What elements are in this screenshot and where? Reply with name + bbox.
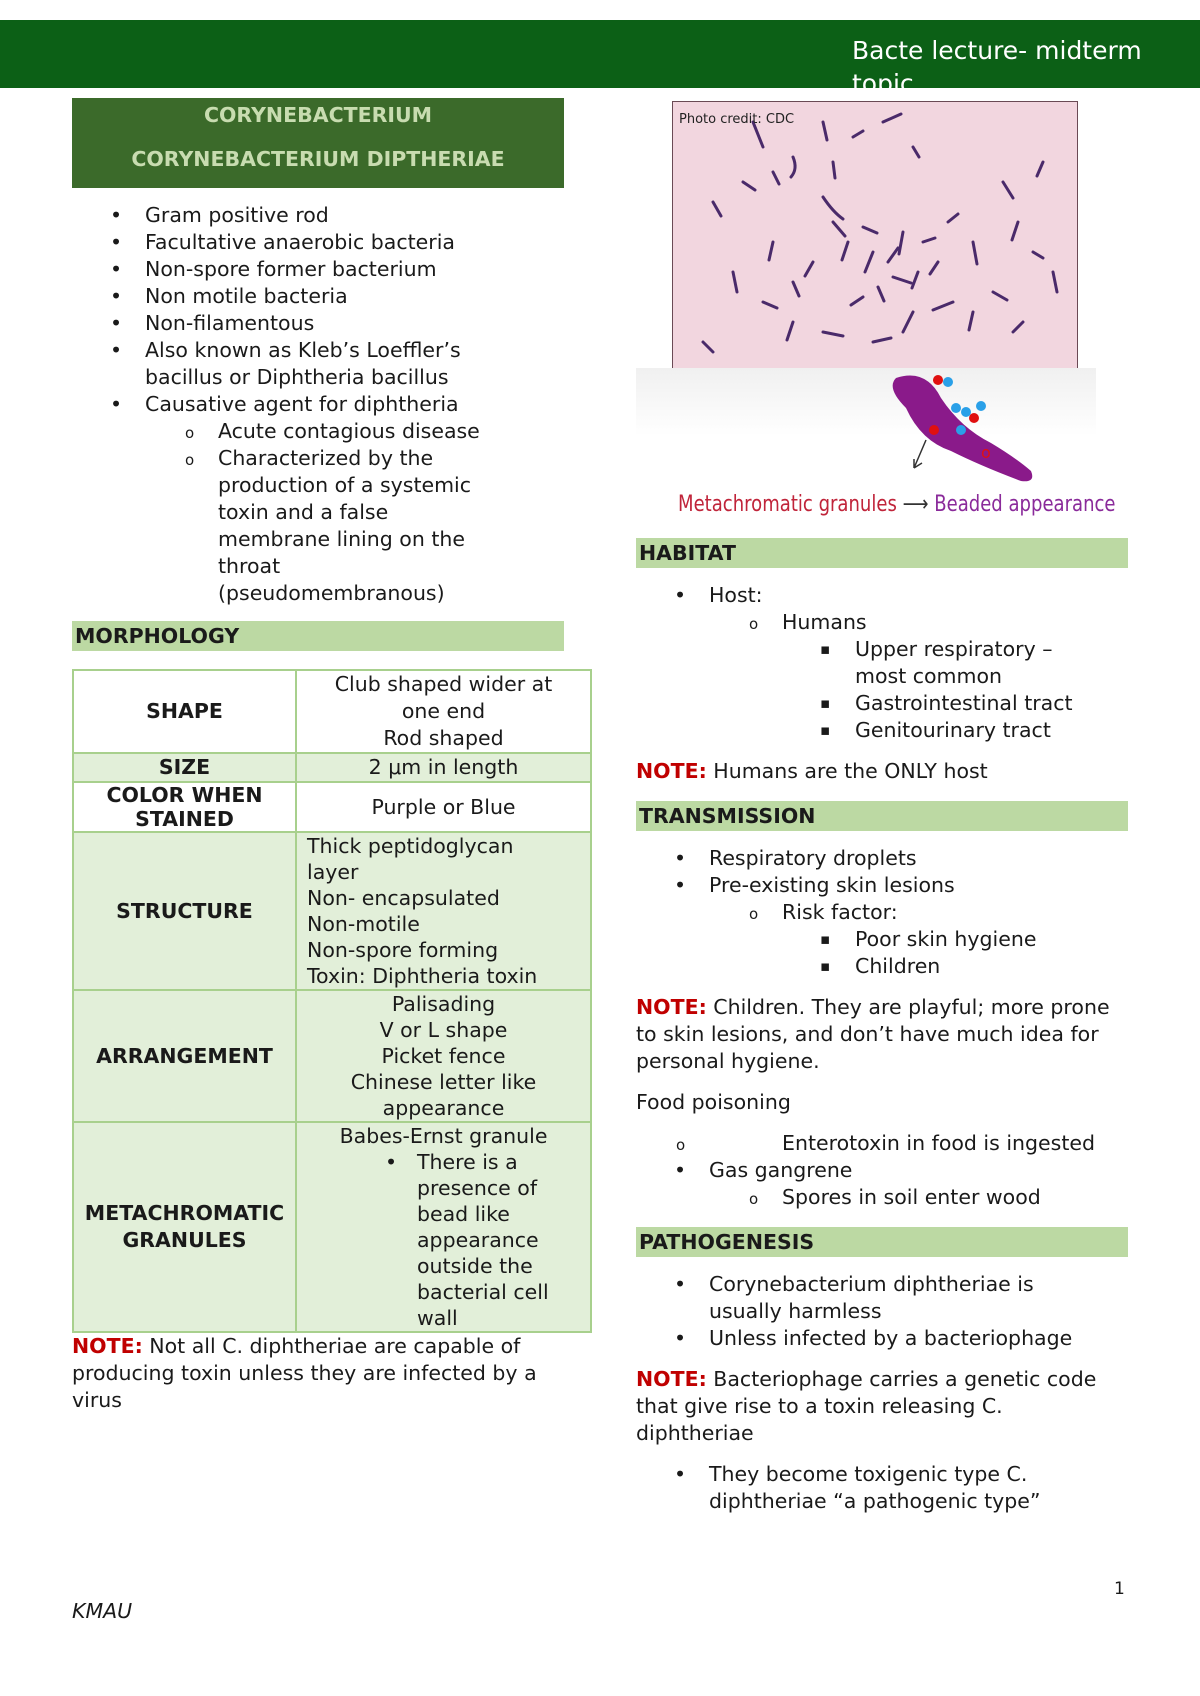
table-row [73,1122,591,1332]
caption-beaded: Beaded appearance [934,492,1116,517]
list-item: • There is a presence of bead like appearance outside the bacterial cell wall [297,1149,567,1331]
table-row [73,782,591,832]
note-label: NOTE: [636,759,707,783]
habitat-note [636,758,1128,785]
value-line: Thick peptidoglycan layer [307,834,514,884]
figure-caption [678,490,1116,520]
list-item-text: Enterotoxin in food is ingested [782,1131,1095,1155]
value-line: Palisading [391,992,496,1016]
figure [636,98,1116,538]
food-poisoning: Food poisoning [636,1090,791,1114]
value-line: Babes-Ernst granule [339,1124,548,1148]
value-line: Rod shaped [383,726,504,750]
value-line: Non-spore forming [307,938,499,962]
list-item: • Non-filamentous [72,310,592,337]
list-item [636,1130,1128,1157]
table-value [296,1122,591,1332]
habitat-heading: HABITAT [636,538,1128,568]
value-line: Non- encapsulated [307,886,500,910]
pathogenesis-list [636,1271,1128,1352]
page-number: 1 [1114,1579,1125,1599]
title-line-1: CORYNEBACTERIUM [203,103,433,127]
list-item [72,391,592,607]
list-item: • Facultative anaerobic bacteria [72,229,592,256]
list-item: • Also known as Kleb’s Loeffler’s bacillus or Diphtheria bacillus [72,337,490,391]
table-value [296,670,591,753]
list-item: o Acute contagious disease [145,418,592,445]
note-label: NOTE: [72,1334,143,1358]
list-item-text: Causative agent for diphtheria [145,392,459,416]
list-item [709,609,1128,744]
photo-credit: Photo credit: CDC [679,112,795,127]
cell-list [297,1149,590,1331]
list-item: • Non motile bacteria [72,283,592,310]
left-column [72,98,592,1414]
table-key: SIZE [73,753,296,782]
key-text: METACHROMATIC GRANULES [84,1201,285,1252]
table-row [73,832,591,990]
value-line: Chinese letter like appearance [350,1070,537,1120]
title-line-2: CORYNEBACTERIUM DIPTHERIAE [131,147,505,171]
list-item [636,1157,1128,1211]
list-item: ▪ Poor skin hygiene [782,926,1128,953]
table-value: Purple or Blue [296,782,591,832]
intro-list [72,202,592,607]
habitat-sites [782,636,1128,744]
caption-arrow: ⟶ [902,492,929,517]
bacteria-rods-illustration [673,102,1077,374]
svg-text:o: o [981,443,991,462]
list-item: ▪ Children [782,953,1128,980]
list-item-text: Humans [782,610,867,634]
value-line: Club shaped wider at one end [334,672,553,723]
gas-gangrene-list [636,1157,1128,1211]
risk-list [782,926,1128,980]
note-label: NOTE: [636,995,707,1019]
gas-sublist [709,1184,1128,1211]
note-text: Humans are the ONLY host [706,759,988,783]
value-line: Non-motile [307,912,420,936]
table-row [73,670,591,753]
value-line: Picket fence [381,1044,506,1068]
morphology-table [72,669,592,1333]
food-sublist [636,1130,1128,1157]
title-box [72,98,564,188]
caption-metachromatic: Metachromatic granules [678,492,897,517]
list-item: • Unless infected by a bacteriophage [636,1325,1128,1352]
list-item [709,899,1128,980]
habitat-sublist [709,609,1128,744]
list-item [636,872,1128,980]
list-item-text: Pre-existing skin lesions [709,873,955,897]
table-key: STRUCTURE [73,832,296,990]
note-text: Children. They are playful; more prone to skin lesions, and don’t have much idea for personal hygiene. [636,995,1110,1073]
list-item: ▪ Upper respiratory – most common [782,636,1095,690]
table-value [296,990,591,1122]
note-text: Not all C. diphtheriae are capable of producing toxin unless they are infected by a virus [72,1334,537,1412]
table-key: SHAPE [73,670,296,753]
list-item-text: Host: [709,583,763,607]
list-item: ▪ Genitourinary tract [782,717,1128,744]
note-label: NOTE: [636,1367,707,1391]
list-item-text: Gas gangrene [709,1158,853,1182]
table-row [73,753,591,782]
micrograph-image [672,101,1078,375]
key-text: COLOR WHEN STAINED [106,783,263,831]
transmission-note [636,994,1126,1075]
list-item: • Gram positive rod [72,202,592,229]
list-item [636,582,1128,744]
pathogenesis-heading: PATHOGENESIS [636,1227,1128,1257]
table-key: ARRANGEMENT [73,990,296,1122]
list-item: • Non-spore former bacterium [72,256,592,283]
value-line: Toxin: Diphtheria toxin [307,964,538,988]
header-title: Bacte lecture- midterm topic [852,36,1142,98]
pathogenesis-list-2 [636,1461,1128,1515]
table-key [73,1122,296,1332]
list-item: • Respiratory droplets [636,845,1128,872]
list-item-text: Risk factor: [782,900,898,924]
list-item: o Characterized by the production of a systemic toxin and a false membrane lining on the throat (pseudomembranous) [145,445,488,607]
transmission-heading: TRANSMISSION [636,801,1128,831]
table-value [296,832,591,990]
list-item: ▪ Gastrointestinal tract [782,690,1128,717]
habitat-list [636,582,1128,744]
pathogenesis-note [636,1366,1106,1447]
morphology-heading: MORPHOLOGY [72,621,564,651]
note-text: Bacteriophage carries a genetic code that give rise to a toxin releasing C. diphtheriae [636,1367,1097,1445]
table-value: 2 μm in length [296,753,591,782]
footer-initials: KMAU [72,1599,133,1623]
value-line: V or L shape [379,1018,508,1042]
transmission-list [636,845,1128,980]
table-row [73,990,591,1122]
intro-sublist [145,418,592,607]
list-item: o Spores in soil enter wood [709,1184,1128,1211]
right-column [636,98,1128,1515]
list-item: • They become toxigenic type C. diphtheriae “a pathogenic type” [636,1461,1049,1515]
transmission-sublist [709,899,1128,980]
morphology-note [72,1333,592,1414]
list-item: • Corynebacterium diphtheriae is usually harmless [636,1271,1049,1325]
table-key [73,782,296,832]
